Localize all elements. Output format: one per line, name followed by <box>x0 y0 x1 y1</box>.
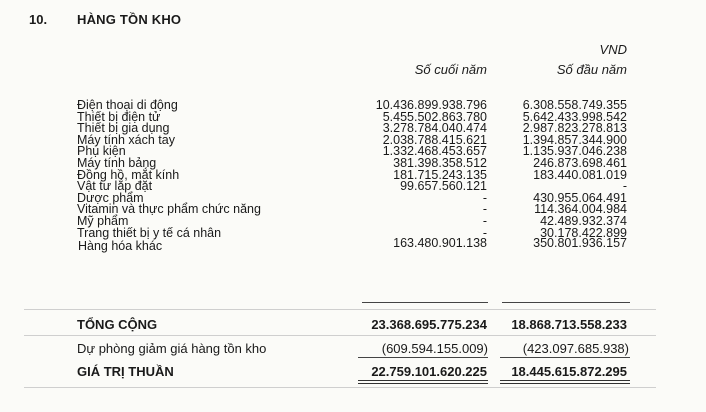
row-end-value: - <box>482 190 487 205</box>
row-begin-value: 114.364.004.984 <box>534 202 627 217</box>
row-end-value: 181.715.243.135 <box>393 167 487 182</box>
row-begin-value: - <box>622 179 627 194</box>
divider <box>24 309 656 310</box>
total-label: TỔNG CỘNG <box>77 317 158 332</box>
section-number: 10. <box>29 12 48 27</box>
row-label: Mỹ phẩm <box>77 213 129 228</box>
row-label: Máy tính bảng <box>77 155 157 170</box>
row-label: Phụ kiện <box>77 144 126 159</box>
total-begin-value: 18.868.713.558.233 <box>511 317 627 332</box>
row-label: Trang thiết bị y tế cá nhân <box>77 225 222 240</box>
provision-underline-begin <box>500 357 630 358</box>
provision-begin-value: (423.097.685.938) <box>522 341 629 356</box>
row-begin-value: 350.801.936.157 <box>533 236 627 251</box>
provision-end-value: (609.594.155.009) <box>381 341 488 356</box>
row-begin-value: 1.135.937.046.238 <box>522 144 627 159</box>
section-title: HÀNG TỒN KHO <box>77 12 182 27</box>
row-begin-value: 42.489.932.374 <box>540 213 627 228</box>
row-begin-value: 430.955.064.491 <box>533 190 627 205</box>
table-row <box>0 236 706 254</box>
row-end-value: 99.657.560.121 <box>400 179 487 194</box>
row-label: Vitamin và thực phẩm chức năng <box>77 202 261 217</box>
row-begin-value: 5.642.433.998.542 <box>522 109 627 124</box>
row-begin-value: 246.873.698.461 <box>533 155 627 170</box>
row-end-value: 3.278.784.040.474 <box>382 121 487 136</box>
row-end-value: 2.038.788.415.621 <box>382 132 487 147</box>
column-header-end-of-year: Số cuối năm <box>414 62 487 77</box>
row-end-value: - <box>482 213 487 228</box>
net-begin-value: 18.445.615.872.295 <box>511 364 627 379</box>
net-value-label: GIÁ TRỊ THUẦN <box>77 364 174 379</box>
row-end-value: - <box>482 202 487 217</box>
divider <box>24 335 656 336</box>
row-label: Vật tư lắp đặt <box>77 179 153 194</box>
row-begin-value: 30.178.422.899 <box>540 225 627 240</box>
row-end-value: 1.332.468.453.657 <box>382 144 487 159</box>
row-begin-value: 2.987.823.278.813 <box>522 121 627 136</box>
row-end-value: 5.455.502.863.780 <box>382 109 487 124</box>
row-end-value: 163.480.901.138 <box>393 236 487 251</box>
row-end-value: 10.436.899.938.796 <box>375 98 487 112</box>
total-end-value: 23.368.695.775.234 <box>371 317 487 332</box>
row-begin-value: 183.440.081.019 <box>533 167 627 182</box>
row-begin-value: 1.394.857.344.900 <box>522 132 627 147</box>
row-label: Điện thoại di động <box>77 98 178 112</box>
row-label: Dược phẩm <box>77 190 144 205</box>
row-end-value: - <box>482 225 487 240</box>
row-end-value: 381.398.358.512 <box>393 155 487 170</box>
row-label: Hàng hóa khác <box>78 239 163 254</box>
subtotal-underline-begin <box>502 302 630 303</box>
net-end-value: 22.759.101.620.225 <box>371 364 487 379</box>
row-begin-value: 6.308.558.749.355 <box>522 98 627 112</box>
double-underline-begin <box>500 380 630 384</box>
provision-underline-end <box>358 357 488 358</box>
row-label: Thiết bị điện tử <box>77 109 161 124</box>
column-header-beginning-of-year: Số đầu năm <box>556 62 627 77</box>
row-label: Đồng hồ, mắt kính <box>77 167 180 182</box>
inventory-table <box>0 98 706 254</box>
divider <box>24 387 656 388</box>
row-label: Thiết bị gia dụng <box>77 121 170 136</box>
double-underline-end <box>358 380 488 384</box>
subtotal-underline-end <box>362 302 488 303</box>
currency-unit: VND <box>599 42 627 57</box>
provision-label: Dự phòng giảm giá hàng tồn kho <box>77 341 267 356</box>
row-label: Máy tính xách tay <box>77 132 175 147</box>
